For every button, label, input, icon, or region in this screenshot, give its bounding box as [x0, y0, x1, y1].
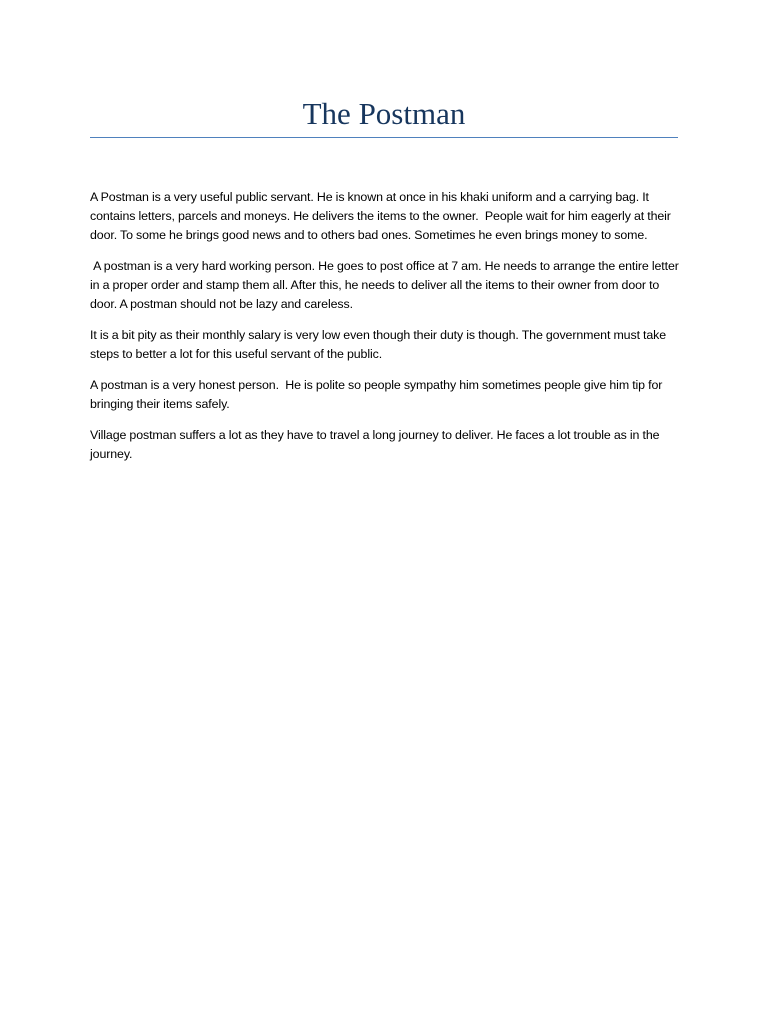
page-title: The Postman: [302, 96, 466, 131]
paragraph-2: A postman is a very hard working person. He goes to post office at 7 am. He needs to arrange the entire letter in a proper order and stamp them all. After this, he needs to deliver all the items to their owner from door to door. A postman should not be lazy and careless.: [90, 259, 682, 311]
document-body: [90, 188, 680, 476]
paragraph-1: A Postman is a very useful public servant. He is known at once in his khaki uniform and a carrying bag. It contains letters, parcels and moneys. He delivers the items to the owner. People wait for him eagerly at their door. To some he brings good news and to others bad ones. Sometimes he even brings money to some.: [90, 190, 674, 242]
paragraph-4: A postman is a very honest person. He is polite so people sympathy him sometimes people give him tip for bringing their items safely.: [90, 378, 666, 411]
title-underline-rule: [90, 137, 678, 138]
paragraph-3: It is a bit pity as their monthly salary is very low even though their duty is though. The government must take steps to better a lot for this useful servant of the public.: [90, 328, 670, 361]
paragraph-5: Village postman suffers a lot as they have to travel a long journey to deliver. He faces a lot trouble as in the journey.: [90, 428, 663, 461]
